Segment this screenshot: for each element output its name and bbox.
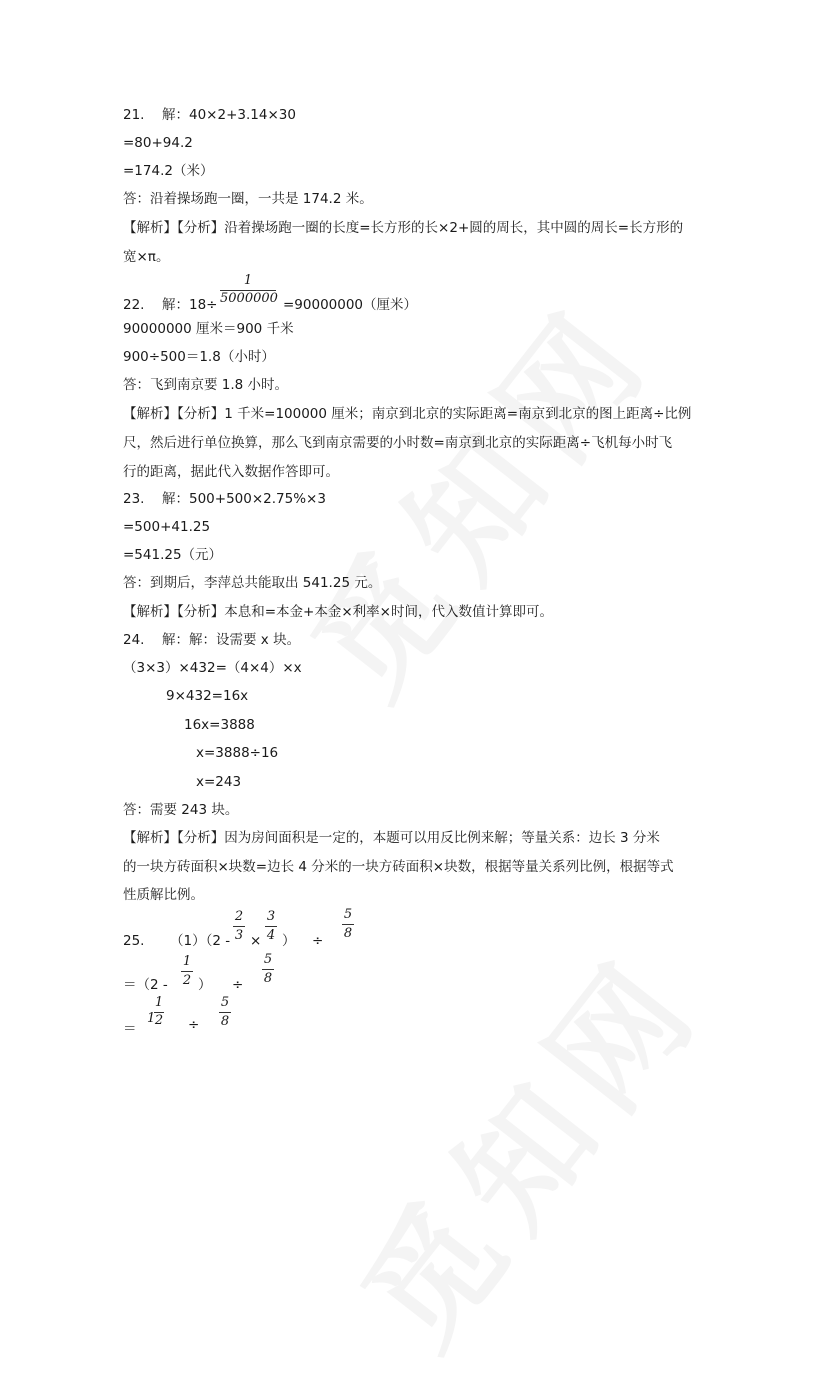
analysis-line: 【解析】【分析】沿着操场跑一圈的长度=长方形的长×2+圆的周长，其中圆的周长=长方形的 (123, 220, 684, 236)
solution-line: x=243 (196, 774, 242, 790)
solution-line: x=3888÷16 (196, 745, 279, 761)
question-number: 25. (123, 933, 145, 949)
solution-line: ＝（2 - (123, 977, 168, 993)
solution-line: 解：500+500×2.75%×3 (162, 491, 326, 507)
solution-line: =90000000（厘米） (283, 297, 418, 313)
fraction-denominator: 8 (343, 926, 353, 941)
analysis-line: 【解析】【分析】1 千米=100000 厘米；南京到北京的实际距离=南京到北京的图上距离÷比例 (123, 406, 692, 422)
fraction-denominator: 8 (220, 1014, 230, 1029)
fraction-bar (342, 924, 354, 925)
solution-line: ） (282, 933, 296, 949)
solution-line: =500+41.25 (123, 519, 211, 535)
solution-line: =80+94.2 (123, 135, 193, 151)
question-number: 21. (123, 107, 145, 123)
solution-line: 9×432=16x (166, 688, 249, 704)
times-sign: × (250, 933, 262, 949)
fraction-numerator: 3 (266, 909, 276, 924)
fraction-numerator: 1 (182, 954, 192, 969)
question-number: 23. (123, 491, 145, 507)
fraction-denominator: 2 (182, 973, 192, 988)
fraction-numerator: 5 (343, 907, 353, 922)
divide-sign: ÷ (312, 933, 324, 949)
fraction-numerator: 1 (243, 273, 253, 288)
answer-line: 答：沿着操场跑一圈，一共是 174.2 米。 (123, 191, 373, 207)
fraction-denominator: 5000000 (220, 291, 278, 306)
solution-line: 900÷500＝1.8（小时） (123, 349, 275, 365)
fraction-numerator: 2 (234, 909, 244, 924)
solution-line: 解：18÷ (162, 297, 218, 313)
analysis-line: 宽×π。 (123, 249, 170, 265)
mixed-number-whole: 1 (147, 1011, 156, 1026)
solution-line: 16x=3888 (184, 717, 255, 733)
answer-line: 答：需要 243 块。 (123, 802, 239, 818)
analysis-line: 行的距离，据此代入数据作答即可。 (123, 464, 339, 480)
solution-line: 90000000 厘米＝900 千米 (123, 321, 294, 337)
solution-line: =174.2（米） (123, 163, 214, 179)
solution-line: 解：40×2+3.14×30 (162, 107, 296, 123)
fraction-bar (265, 926, 277, 927)
fraction-numerator: 5 (220, 995, 230, 1010)
solution-line: （3×3）×432=（4×4）×x (123, 660, 302, 676)
analysis-line: 【解析】【分析】本息和=本金+本金×利率×时间，代入数值计算即可。 (123, 604, 553, 620)
solution-line: （1）（2 - (170, 933, 231, 949)
fraction-denominator: 4 (266, 928, 276, 943)
fraction-denominator: 3 (234, 928, 244, 943)
fraction-bar (233, 926, 245, 927)
fraction-bar (181, 971, 193, 972)
answer-line: 答：到期后，李萍总共能取出 541.25 元。 (123, 575, 382, 591)
analysis-line: 的一块方砖面积×块数=边长 4 分米的一块方砖面积×块数，根据等量关系列比例，根据等式 (123, 859, 674, 875)
divide-sign: ÷ (232, 977, 244, 993)
solution-line: ） (198, 977, 212, 993)
watermark (263, 259, 687, 729)
fraction-bar (262, 969, 274, 970)
answer-line: 答：飞到南京要 1.8 小时。 (123, 377, 289, 393)
fraction-denominator: 8 (263, 971, 273, 986)
divide-sign: ÷ (188, 1017, 200, 1033)
fraction-denominator: 2 (154, 1013, 164, 1028)
question-number: 22. (123, 297, 145, 313)
analysis-line: 性质解比例。 (123, 887, 204, 903)
watermark (313, 909, 737, 1378)
question-number: 24. (123, 632, 145, 648)
fraction-numerator: 5 (263, 952, 273, 967)
solution-line: 解：解：设需要 x 块。 (162, 632, 301, 648)
fraction-numerator: 1 (154, 995, 164, 1010)
equals-sign: ＝ (123, 1021, 137, 1037)
analysis-line: 【解析】【分析】因为房间面积是一定的，本题可以用反比例来解；等量关系：边长 3 分米 (123, 830, 660, 846)
fraction-bar (219, 1012, 231, 1013)
analysis-line: 尺，然后进行单位换算，那么飞到南京需要的小时数=南京到北京的实际距离÷飞机每小时飞 (123, 435, 673, 451)
solution-line: =541.25（元） (123, 547, 223, 563)
